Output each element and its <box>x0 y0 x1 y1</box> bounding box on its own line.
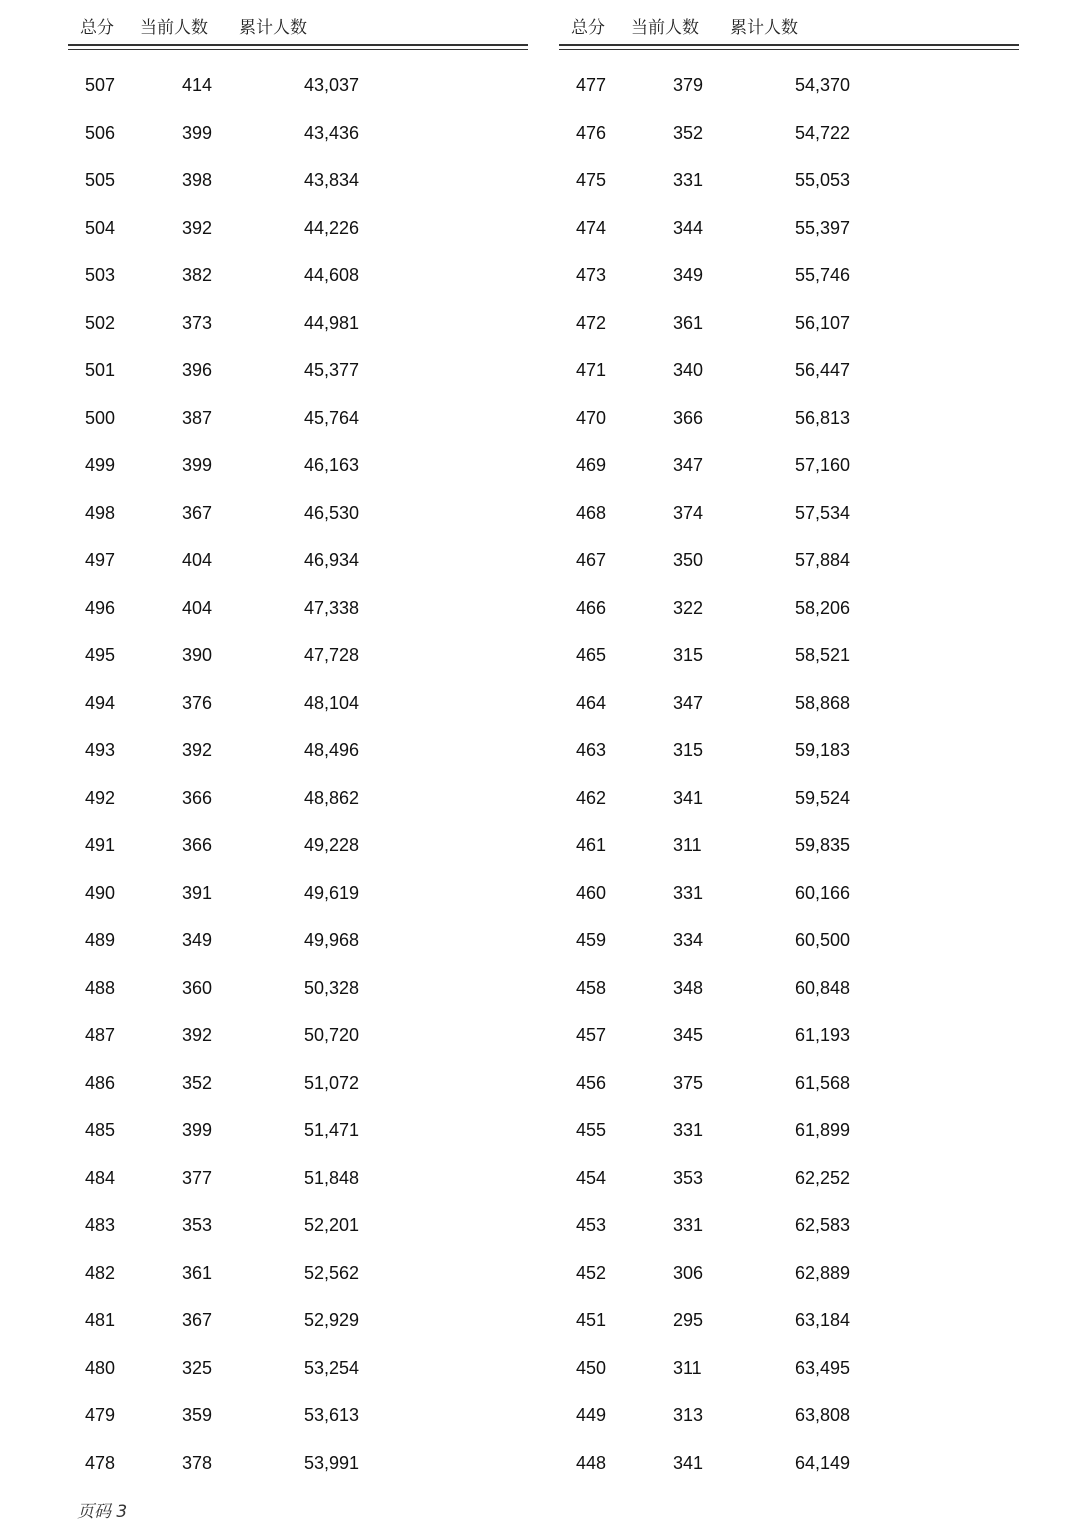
cell-current-count: 345 <box>673 1025 704 1045</box>
cell-cumulative-count: 51,848 <box>304 1167 360 1188</box>
table-row <box>559 821 1019 869</box>
cell-cumulative-count: 50,720 <box>304 1025 360 1045</box>
cell-cumulative-count: 61,193 <box>795 1025 851 1045</box>
cell-score: 452 <box>576 1262 607 1283</box>
cell-score: 460 <box>576 882 607 903</box>
cell-current-count: 399 <box>182 122 213 143</box>
cell-current-count: 331 <box>673 1215 704 1235</box>
cell-current-count: 315 <box>673 645 704 665</box>
table-row <box>559 1344 1019 1392</box>
cell-cumulative-count: 51,471 <box>304 1120 360 1140</box>
cell-cumulative-count: 56,447 <box>795 360 851 380</box>
cell-cumulative-count: 48,862 <box>304 787 360 808</box>
cell-current-count: 313 <box>673 1405 704 1425</box>
cell-cumulative-count: 48,104 <box>304 692 360 713</box>
cell-current-count: 340 <box>673 360 704 380</box>
cell-cumulative-count: 54,722 <box>795 122 851 143</box>
cell-score: 458 <box>576 977 607 998</box>
cell-score: 475 <box>576 170 607 190</box>
table-row <box>68 631 528 679</box>
cell-current-count: 361 <box>673 312 704 333</box>
cell-score: 477 <box>576 75 607 95</box>
table-row <box>559 964 1019 1012</box>
cell-current-count: 306 <box>673 1262 704 1283</box>
cell-score: 459 <box>576 930 607 950</box>
cell-score: 505 <box>85 170 116 190</box>
cell-score: 467 <box>576 550 607 570</box>
cell-cumulative-count: 52,201 <box>304 1215 360 1235</box>
cell-score: 464 <box>576 692 607 713</box>
table-row <box>559 869 1019 917</box>
cell-current-count: 366 <box>182 835 213 855</box>
table-row <box>68 774 528 822</box>
cell-current-count: 322 <box>673 597 704 618</box>
cell-current-count: 295 <box>673 1310 704 1330</box>
table-row <box>68 346 528 394</box>
cell-score: 488 <box>85 977 116 998</box>
cell-cumulative-count: 48,496 <box>304 740 360 760</box>
cell-current-count: 352 <box>673 122 704 143</box>
cell-cumulative-count: 61,899 <box>795 1120 851 1140</box>
table-row <box>68 441 528 489</box>
cell-score: 453 <box>576 1215 607 1235</box>
table-row <box>68 1344 528 1392</box>
table-header <box>68 0 528 44</box>
cell-cumulative-count: 60,848 <box>795 977 851 998</box>
cell-current-count: 390 <box>182 645 213 665</box>
cell-score: 481 <box>85 1310 116 1330</box>
header-current-count: 当前人数 <box>631 18 699 38</box>
cell-cumulative-count: 58,868 <box>795 692 851 713</box>
cell-cumulative-count: 53,254 <box>304 1357 360 1378</box>
table-row <box>68 916 528 964</box>
table-row <box>68 679 528 727</box>
cell-current-count: 396 <box>182 360 213 380</box>
cell-cumulative-count: 60,166 <box>795 882 851 903</box>
cell-cumulative-count: 54,370 <box>795 75 851 95</box>
cell-score: 506 <box>85 122 116 143</box>
cell-cumulative-count: 44,981 <box>304 312 360 333</box>
cell-current-count: 399 <box>182 1120 213 1140</box>
table-row <box>68 1059 528 1107</box>
cell-cumulative-count: 56,813 <box>795 407 851 428</box>
table-row <box>68 821 528 869</box>
cell-current-count: 382 <box>182 265 213 285</box>
table-row <box>559 251 1019 299</box>
table-row <box>68 299 528 347</box>
table-row <box>68 489 528 537</box>
cell-score: 448 <box>576 1452 607 1473</box>
cell-score: 494 <box>85 692 116 713</box>
cell-score: 501 <box>85 360 116 380</box>
cell-cumulative-count: 44,226 <box>304 217 360 238</box>
cell-cumulative-count: 58,521 <box>795 645 851 665</box>
header-divider <box>68 44 528 50</box>
table-row <box>559 489 1019 537</box>
cell-score: 449 <box>576 1405 607 1425</box>
cell-cumulative-count: 49,619 <box>304 882 360 903</box>
table-row <box>559 1201 1019 1249</box>
cell-score: 497 <box>85 550 116 570</box>
cell-current-count: 331 <box>673 1120 704 1140</box>
cell-current-count: 366 <box>673 407 704 428</box>
cell-current-count: 311 <box>673 1357 702 1378</box>
table-row <box>68 1201 528 1249</box>
cell-current-count: 378 <box>182 1452 213 1473</box>
cell-current-count: 360 <box>182 977 213 998</box>
cell-current-count: 347 <box>673 455 704 475</box>
cell-cumulative-count: 45,377 <box>304 360 360 380</box>
cell-score: 482 <box>85 1262 116 1283</box>
cell-current-count: 373 <box>182 312 213 333</box>
cell-current-count: 377 <box>182 1167 213 1188</box>
header-score: 总分 <box>80 18 114 38</box>
cell-current-count: 391 <box>182 882 213 903</box>
table-row <box>559 204 1019 252</box>
table-row <box>559 1296 1019 1344</box>
cell-score: 471 <box>576 360 607 380</box>
cell-cumulative-count: 47,728 <box>304 645 360 665</box>
cell-score: 462 <box>576 787 607 808</box>
cell-cumulative-count: 46,934 <box>304 550 360 570</box>
cell-current-count: 398 <box>182 170 213 190</box>
cell-cumulative-count: 50,328 <box>304 977 360 998</box>
cell-cumulative-count: 55,397 <box>795 217 851 238</box>
cell-cumulative-count: 46,530 <box>304 502 360 523</box>
cell-score: 472 <box>576 312 607 333</box>
cell-score: 493 <box>85 740 116 760</box>
cell-cumulative-count: 53,613 <box>304 1405 360 1425</box>
cell-current-count: 404 <box>182 550 213 570</box>
cell-current-count: 331 <box>673 170 704 190</box>
cell-current-count: 341 <box>673 787 704 808</box>
table-row <box>559 394 1019 442</box>
cell-cumulative-count: 52,929 <box>304 1310 360 1330</box>
table-row <box>559 631 1019 679</box>
table-row <box>559 156 1019 204</box>
table-row <box>68 394 528 442</box>
cell-current-count: 399 <box>182 455 213 475</box>
cell-score: 487 <box>85 1025 116 1045</box>
cell-score: 473 <box>576 265 607 285</box>
cell-current-count: 353 <box>673 1167 704 1188</box>
header-divider <box>559 44 1019 50</box>
table-row <box>559 109 1019 157</box>
cell-current-count: 361 <box>182 1262 213 1283</box>
cell-current-count: 404 <box>182 597 213 618</box>
cell-cumulative-count: 45,764 <box>304 407 360 428</box>
table-row <box>68 726 528 774</box>
cell-current-count: 367 <box>182 502 213 523</box>
table-row <box>559 1154 1019 1202</box>
cell-current-count: 379 <box>673 75 704 95</box>
table-header <box>559 0 1019 44</box>
cell-cumulative-count: 55,746 <box>795 265 851 285</box>
cell-cumulative-count: 61,568 <box>795 1072 851 1093</box>
cell-cumulative-count: 53,991 <box>304 1452 360 1473</box>
cell-score: 476 <box>576 122 607 143</box>
cell-current-count: 325 <box>182 1357 213 1378</box>
cell-score: 455 <box>576 1120 607 1140</box>
cell-cumulative-count: 49,228 <box>304 835 360 855</box>
table-row <box>68 204 528 252</box>
cell-score: 485 <box>85 1120 116 1140</box>
cell-current-count: 341 <box>673 1452 704 1473</box>
table-row <box>68 61 528 109</box>
cell-score: 492 <box>85 787 116 808</box>
cell-score: 479 <box>85 1405 116 1425</box>
table-row <box>559 1106 1019 1154</box>
cell-cumulative-count: 64,149 <box>795 1452 851 1473</box>
cell-current-count: 349 <box>182 930 213 950</box>
table-row <box>68 1011 528 1059</box>
header-cumulative-count: 累计人数 <box>730 18 798 38</box>
table-row <box>559 441 1019 489</box>
cell-current-count: 392 <box>182 740 213 760</box>
cell-current-count: 366 <box>182 787 213 808</box>
cell-cumulative-count: 62,889 <box>795 1262 851 1283</box>
page-number: 页码 3 <box>77 1502 128 1522</box>
cell-score: 490 <box>85 882 116 903</box>
table-row <box>68 109 528 157</box>
cell-score: 503 <box>85 265 116 285</box>
cell-score: 474 <box>576 217 607 238</box>
cell-current-count: 376 <box>182 692 213 713</box>
table-row <box>559 1391 1019 1439</box>
table-row <box>559 1059 1019 1107</box>
cell-score: 489 <box>85 930 116 950</box>
table-row <box>68 1249 528 1297</box>
header-cumulative-count: 累计人数 <box>239 18 307 38</box>
cell-cumulative-count: 46,163 <box>304 455 360 475</box>
table-body <box>559 61 1019 1486</box>
cell-current-count: 367 <box>182 1310 213 1330</box>
cell-current-count: 374 <box>673 502 704 523</box>
table-row <box>559 1439 1019 1487</box>
cell-score: 507 <box>85 75 116 95</box>
table-row <box>559 679 1019 727</box>
cell-cumulative-count: 62,583 <box>795 1215 851 1235</box>
cell-cumulative-count: 57,884 <box>795 550 851 570</box>
score-table-left <box>68 0 528 1473</box>
cell-score: 495 <box>85 645 116 665</box>
table-row <box>559 1249 1019 1297</box>
table-row <box>68 869 528 917</box>
cell-cumulative-count: 59,183 <box>795 740 851 760</box>
cell-cumulative-count: 55,053 <box>795 170 851 190</box>
header-current-count: 当前人数 <box>140 18 208 38</box>
cell-current-count: 353 <box>182 1215 213 1235</box>
cell-current-count: 392 <box>182 1025 213 1045</box>
cell-cumulative-count: 59,835 <box>795 835 851 855</box>
header-score: 总分 <box>571 18 605 38</box>
cell-score: 451 <box>576 1310 607 1330</box>
table-row <box>559 916 1019 964</box>
cell-cumulative-count: 43,436 <box>304 122 360 143</box>
table-row <box>559 346 1019 394</box>
cell-score: 496 <box>85 597 116 618</box>
table-row <box>68 1439 528 1487</box>
cell-score: 480 <box>85 1357 116 1378</box>
cell-score: 465 <box>576 645 607 665</box>
cell-current-count: 315 <box>673 740 704 760</box>
table-row <box>559 584 1019 632</box>
cell-score: 502 <box>85 312 116 333</box>
cell-score: 504 <box>85 217 116 238</box>
cell-current-count: 347 <box>673 692 704 713</box>
table-row <box>68 964 528 1012</box>
table-row <box>68 1154 528 1202</box>
table-row <box>559 774 1019 822</box>
cell-cumulative-count: 59,524 <box>795 787 851 808</box>
cell-cumulative-count: 63,808 <box>795 1405 851 1425</box>
table-row <box>68 156 528 204</box>
cell-score: 457 <box>576 1025 607 1045</box>
cell-score: 484 <box>85 1167 116 1188</box>
cell-cumulative-count: 62,252 <box>795 1167 851 1188</box>
table-row <box>68 1296 528 1344</box>
cell-cumulative-count: 57,534 <box>795 502 851 523</box>
cell-current-count: 344 <box>673 217 704 238</box>
table-row <box>68 584 528 632</box>
cell-current-count: 375 <box>673 1072 704 1093</box>
cell-current-count: 352 <box>182 1072 213 1093</box>
cell-current-count: 392 <box>182 217 213 238</box>
cell-cumulative-count: 56,107 <box>795 312 851 333</box>
cell-score: 463 <box>576 740 607 760</box>
cell-cumulative-count: 63,495 <box>795 1357 851 1378</box>
cell-score: 454 <box>576 1167 607 1188</box>
cell-current-count: 414 <box>182 75 213 95</box>
cell-current-count: 359 <box>182 1405 213 1425</box>
table-row <box>68 251 528 299</box>
table-row <box>559 1011 1019 1059</box>
cell-score: 469 <box>576 455 607 475</box>
cell-cumulative-count: 44,608 <box>304 265 360 285</box>
cell-score: 499 <box>85 455 116 475</box>
cell-cumulative-count: 43,037 <box>304 75 360 95</box>
table-row <box>559 536 1019 584</box>
table-row <box>68 1106 528 1154</box>
table-row <box>68 536 528 584</box>
table-row <box>559 299 1019 347</box>
table-body <box>68 61 528 1486</box>
cell-current-count: 349 <box>673 265 704 285</box>
cell-cumulative-count: 49,968 <box>304 930 360 950</box>
cell-score: 478 <box>85 1452 116 1473</box>
cell-score: 461 <box>576 835 607 855</box>
cell-score: 483 <box>85 1215 116 1235</box>
cell-cumulative-count: 63,184 <box>795 1310 851 1330</box>
table-row <box>559 726 1019 774</box>
cell-cumulative-count: 52,562 <box>304 1262 360 1283</box>
cell-score: 456 <box>576 1072 607 1093</box>
table-row <box>559 61 1019 109</box>
cell-score: 468 <box>576 502 607 523</box>
cell-score: 486 <box>85 1072 116 1093</box>
cell-score: 450 <box>576 1357 607 1378</box>
cell-score: 466 <box>576 597 607 618</box>
cell-score: 470 <box>576 407 607 428</box>
cell-cumulative-count: 51,072 <box>304 1072 360 1093</box>
score-table-right <box>559 0 1019 1473</box>
cell-current-count: 331 <box>673 882 704 903</box>
table-row <box>68 1391 528 1439</box>
cell-cumulative-count: 58,206 <box>795 597 851 618</box>
cell-current-count: 334 <box>673 930 704 950</box>
cell-score: 498 <box>85 502 116 523</box>
cell-cumulative-count: 47,338 <box>304 597 360 618</box>
cell-score: 500 <box>85 407 116 428</box>
cell-current-count: 387 <box>182 407 213 428</box>
cell-score: 491 <box>85 835 116 855</box>
cell-current-count: 350 <box>673 550 704 570</box>
cell-current-count: 311 <box>673 835 702 855</box>
cell-cumulative-count: 57,160 <box>795 455 851 475</box>
cell-current-count: 348 <box>673 977 704 998</box>
cell-cumulative-count: 43,834 <box>304 170 360 190</box>
cell-cumulative-count: 60,500 <box>795 930 851 950</box>
